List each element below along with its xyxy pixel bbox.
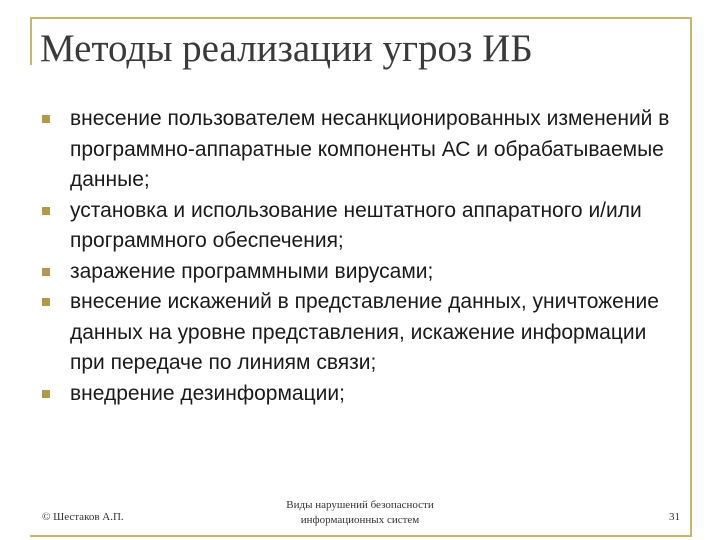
bullet-text: установка и использование нештатного аппаратного и/или программного обеспечения;	[70, 198, 642, 252]
square-bullet-icon	[42, 298, 50, 306]
frame-left-line	[30, 17, 32, 65]
slide-title: Методы реализации угроз ИБ	[40, 27, 533, 70]
bullet-text: заражение программными вирусами;	[70, 259, 434, 283]
bullet-text: внедрение дезинформации;	[70, 381, 345, 405]
footer-caption-line: Виды нарушений безопасности	[286, 499, 434, 511]
list-item	[42, 104, 682, 196]
square-bullet-icon	[42, 268, 50, 276]
frame-right-line	[690, 17, 692, 535]
frame-bottom-line	[30, 535, 692, 537]
list-item	[42, 379, 682, 410]
page-number: 31	[669, 511, 680, 523]
list-item	[42, 196, 682, 257]
bullet-list	[42, 104, 682, 409]
square-bullet-icon	[42, 390, 50, 398]
footer-author: © Шестаков А.П.	[42, 511, 124, 523]
footer-caption-line: информационных систем	[300, 514, 420, 526]
list-item	[42, 287, 682, 379]
footer-caption	[255, 498, 465, 528]
frame-top-line	[30, 17, 692, 19]
square-bullet-icon	[42, 115, 50, 123]
bullet-text: внесение пользователем несанкционированных изменений в программно-аппаратные компоненты АС и обрабатываемые данные;	[70, 107, 670, 191]
list-item	[42, 257, 682, 288]
square-bullet-icon	[42, 207, 50, 215]
bullet-text: внесение искажений в представление данных, уничтожение данных на уровне представления, искажение информации при передаче по линиям связи;	[70, 290, 659, 374]
